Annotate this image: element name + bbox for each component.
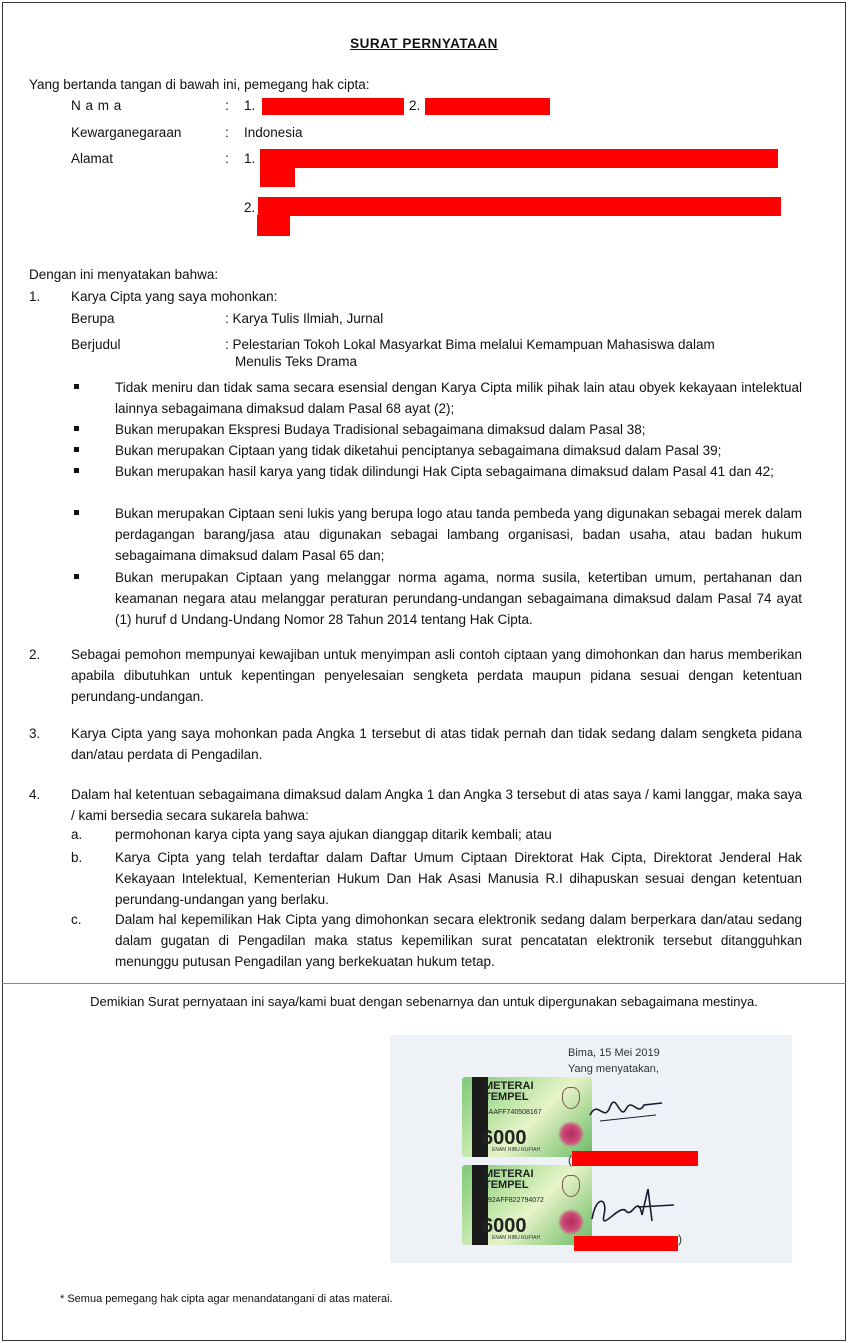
bullet-item-4: Bukan merupakan hasil karya yang tidak dilindungi Hak Cipta sebagaimana dimaksud dalam Pasal 41 dan 42; (115, 464, 774, 479)
stamp-1-code: BAAFF740508167 (484, 1109, 542, 1116)
alamat-label: Alamat (71, 151, 114, 166)
berupa-label: Berupa (71, 311, 115, 326)
bullet-icon (74, 510, 79, 515)
redacted-address-1-line-2 (260, 167, 295, 187)
berupa-value: : Karya Tulis Ilmiah, Jurnal (225, 311, 384, 326)
nama-label: N a m a (71, 98, 122, 113)
declarant-label: Yang menyatakan, (568, 1063, 659, 1075)
item-4-number: 4. (29, 787, 41, 802)
sub-c-letter: c. (71, 912, 82, 927)
signature-1-scribble (586, 1093, 666, 1129)
rosette-emblem-icon (558, 1121, 584, 1147)
nama-number-1: 1. (244, 98, 256, 113)
berjudul-label: Berjudul (71, 337, 121, 352)
section-divider (2, 983, 846, 984)
document-title: SURAT PERNYATAAN (350, 36, 498, 51)
bullet-item-1: Tidak meniru dan tidak sama secara esensial dengan Karya Cipta milik pihak lain atau obyek kekayaan intelektual lainnya sebagaimana dimaksud dalam Pasal 68 ayat (2); (115, 380, 802, 416)
kewarganegaraan-value: Indonesia (244, 125, 303, 140)
statement-intro: Dengan ini menyatakan bahwa: (29, 267, 219, 282)
stamp-2-title: METERAI TEMPEL (484, 1168, 534, 1191)
sub-b-letter: b. (71, 850, 83, 865)
stamp-1-subtext: ENAM RIBU RUPIAH (492, 1147, 541, 1153)
redacted-address-1-line-1 (260, 149, 778, 168)
stamp-1-value: 6000 (482, 1127, 527, 1149)
item-2-text: Sebagai pemohon mempunyai kewajiban untuk menyimpan asli contoh ciptaan yang dimohonkan dan harus memberikan apabila dibutuhkan untuk kepentingan penyelesaian sengketa perdata maupun pidana sesuai dengan ketentuan perundang-undangan. (71, 647, 802, 704)
paren-close-2: ) (678, 1232, 682, 1246)
alamat-number-1: 1. (244, 151, 256, 166)
stamp-2-subtext: ENAM RIBU RUPIAH (492, 1235, 541, 1241)
footnote: * Semua pemegang hak cipta agar menandatangani di atas materai. (60, 1293, 393, 1305)
rosette-emblem-icon (558, 1209, 584, 1235)
stamp-2-code: 892AFF822794072 (484, 1197, 544, 1204)
item-3-number: 3. (29, 726, 41, 741)
alamat-number-2: 2. (244, 200, 256, 215)
paren-open-1: ( (568, 1153, 572, 1167)
kewarganegaraan-label: Kewarganegaraan (71, 125, 182, 140)
berjudul-value-line-1: : Pelestarian Tokoh Lokal Masyarkat Bima melalui Kemampuan Mahasiswa dalam (225, 337, 715, 352)
materai-stamp-1 (462, 1077, 592, 1157)
bullet-icon (74, 384, 79, 389)
sub-b-text: Karya Cipta yang telah terdaftar dalam Daftar Umum Ciptaan Direktorat Hak Cipta, Direktorat Jenderal Hak Kekayaan Intelektual, Kementerian Hukum Dan Hak Asasi Manusia R.I dihapuskan sesuai dengan ketentuan perundang-undangan yang berlaku. (115, 850, 802, 907)
bullet-item-3: Bukan merupakan Ciptaan yang tidak diketahui penciptanya sebagaimana dimaksud dalam Pasal 39; (115, 443, 722, 458)
redacted-name-1 (262, 98, 404, 115)
bullet-icon (74, 447, 79, 452)
item-3-text: Karya Cipta yang saya mohonkan pada Angka 1 tersebut di atas tidak pernah dan tidak sedang dalam sengketa pidana dan/atau perdata di Pengadilan. (71, 726, 802, 762)
sub-a-text: permohonan karya cipta yang saya ajukan dianggap ditarik kembali; atau (115, 827, 552, 842)
garuda-emblem-icon (562, 1175, 580, 1197)
redacted-address-2-line-1 (258, 197, 781, 216)
stamp-2-value: 6000 (482, 1215, 527, 1237)
item-4-text: Dalam hal ketentuan sebagaimana dimaksud dalam Angka 1 dan Angka 3 tersebut di atas saya / kami langgar, maka saya / kami bersedia secara sukarela bahwa: (71, 787, 802, 823)
item-1-number: 1. (29, 289, 41, 304)
sub-c-text: Dalam hal kepemilikan Hak Cipta yang dimohonkan secara elektronik sedang dalam berperkara dan/atau sedang dalam gugatan di Pengadilan maka status kepemilikan surat pencatatan elektronik tersebut ditangguhkan menunggu putusan Pengadilan yang berkekuatan hukum tetap. (115, 912, 802, 969)
closing-statement: Demikian Surat pernyataan ini saya/kami buat dengan sebenarnya dan untuk dipergunakan sebagaimana mestinya. (90, 994, 758, 1009)
bullet-item-2: Bukan merupakan Ekspresi Budaya Tradisional sebagaimana dimaksud dalam Pasal 38; (115, 422, 646, 437)
bullet-icon (74, 574, 79, 579)
signature-2-scribble (586, 1185, 676, 1231)
intro-text: Yang bertanda tangan di bawah ini, pemegang hak cipta: (29, 77, 370, 92)
nama-number-2: 2. (409, 98, 421, 113)
redacted-signer-name-1 (572, 1151, 698, 1166)
berjudul-value-line-2: Menulis Teks Drama (235, 354, 358, 369)
place-date: Bima, 15 Mei 2019 (568, 1047, 660, 1059)
redacted-name-2 (425, 98, 550, 115)
redacted-address-2-line-2 (257, 215, 290, 236)
sub-a-letter: a. (71, 827, 83, 842)
stamp-1-title: METERAI TEMPEL (484, 1080, 534, 1103)
alamat-colon: : (225, 151, 229, 166)
garuda-emblem-icon (562, 1087, 580, 1109)
bullet-icon (74, 426, 79, 431)
kewarganegaraan-colon: : (225, 125, 229, 140)
nama-colon: : (225, 98, 229, 113)
signature-photo (390, 1035, 792, 1263)
bullet-item-5: Bukan merupakan Ciptaan seni lukis yang berupa logo atau tanda pembeda yang digunakan sebagai merek dalam perdagangan barang/jasa atau digunakan sebagai lambang organisasi, badan usaha, atau badan hukum sebagaimana dimaksud dalam Pasal 65 dan; (115, 506, 802, 563)
redacted-signer-name-2 (574, 1236, 678, 1251)
item-2-number: 2. (29, 647, 41, 662)
bullet-icon (74, 468, 79, 473)
bullet-item-6: Bukan merupakan Ciptaan yang melanggar norma agama, norma susila, ketertiban umum, pertahanan dan keamanan negara atau melanggar peraturan perundang-undangan sebagaimana dimaksud dalam Pasal 74 ayat (1) huruf d Undang-Undang Nomor 28 Tahun 2014 tentang Hak Cipta. (115, 570, 802, 627)
item-1-heading: Karya Cipta yang saya mohonkan: (71, 289, 278, 304)
materai-stamp-2 (462, 1165, 592, 1245)
